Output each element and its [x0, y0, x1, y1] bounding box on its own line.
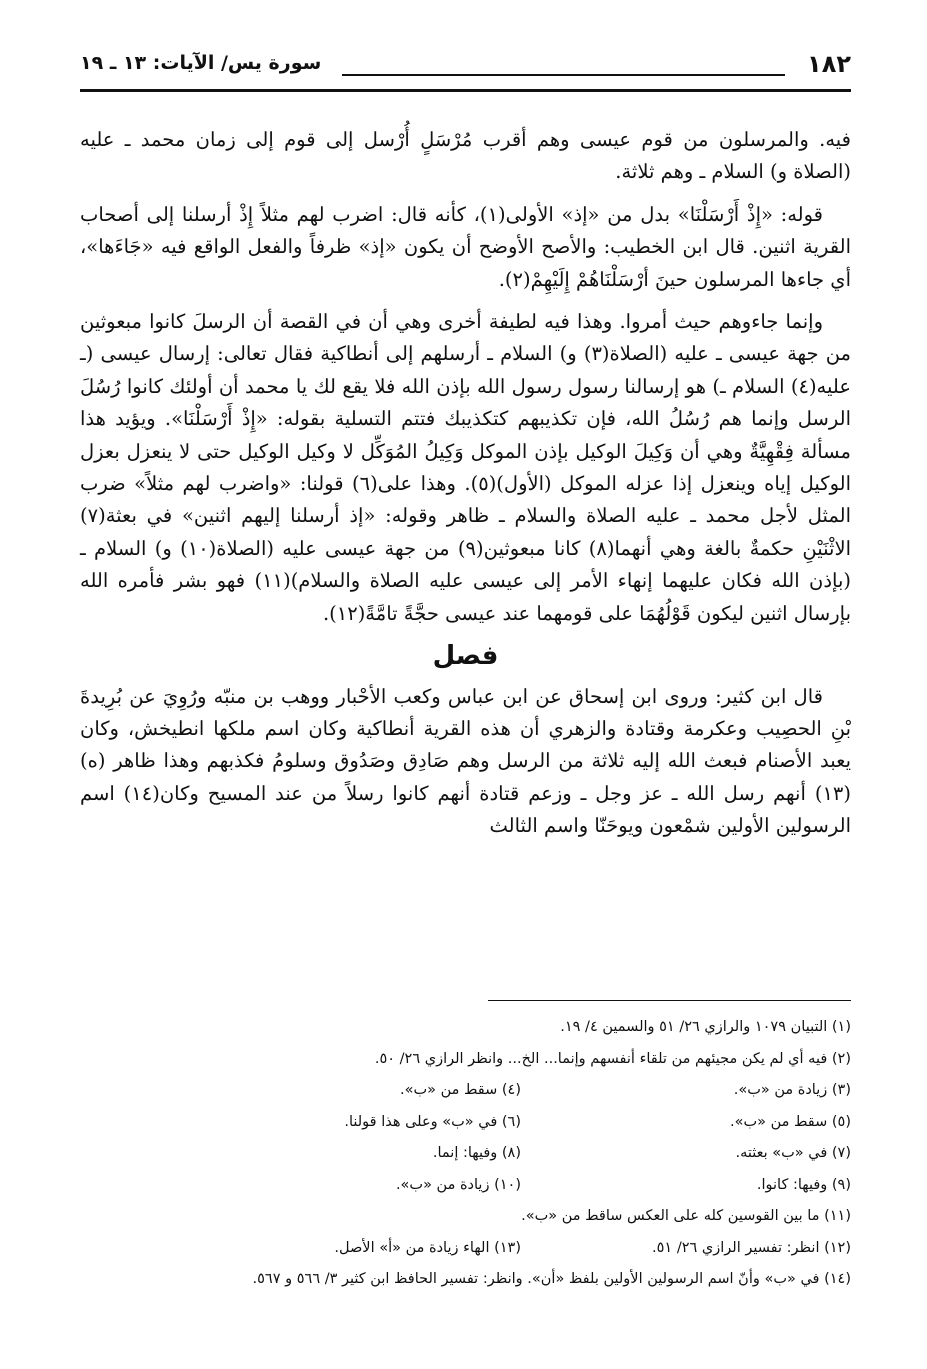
footnote: (١٤) في «ب» وأنّ اسم الرسولين الأولين بلفظ «أن». وانظر: تفسير الحافظ ابن كثير ٣/ ٥٦٦ و ٥٦٧. — [252, 1271, 851, 1287]
page-number: ١٨٢ — [807, 50, 851, 78]
footnote: (٥) سقط من «ب». — [729, 1113, 851, 1130]
section-title: فصل — [432, 641, 499, 672]
footnote: (٢) فيه أي لم يكن مجيئهم من تلقاء أنفسهم وإنما... الخ... وانظر الرازي ٢٦/ ٥٠. — [374, 1050, 851, 1067]
paragraph: وإنما جاءوهم حيث أمروا. وهذا فيه لطيفة أخرى وهي أن في القصة أن الرسلَ كانوا مبعوثين من جهة عيسى ـ عليه (الصلاة(٣) و) السلام ـ أرسلهم إلى أنطاكية فقال تعالى: إرسال عيسى (ـ عليه(٤) السلام ـ) هو إرسالنا رسول رسول الله بإذن الله فلا يقع لك يا محمد أن أولئك كانوا رُسُلَ الرسل وإنما هم رُسُلُ الله، فإن تكذيبهم كتكذيبك فتتم التسلية بقوله: «إِذْ أَرْسَلْنَا». ويؤيد هذا مسألة فِقْهِيَّةٌ وهي أن وَكِيلَ الوكيل بإذن الموكل وَكِيلُ المُوَكِّل لا وكيل الوكيل حتى لا ينعزل بعزل الوكيل إياه وينعزل إذا عزله الموكل (الأول)(٥). وهذا على(٦) قولنا: «واضرب لهم مثلاً» ضرب المثل لأجل محمد ـ عليه الصلاة والسلام ـ ظاهر وقوله: «إذ أرسلنا إليهم اثنين» في بعثة(٧) الاثْنَيْنِ حكمةٌ بالغة وهي أنهما(٨) كانا مبعوثين(٩) من جهة عيسى عليه (الصلاة(١٠) و) السلام ـ (بإذن الله فكان عليهما إنهاء الأمر إلى عيسى عليه الصلاة والسلام)(١١) فهو بشر فأمره الله بإرسال اثنين ليكون قَوْلُهُمَا على قومهما عند عيسى حجَّةً تامَّةً(١٢). — [80, 310, 852, 625]
footnote: (١٢) انظر: تفسير الرازي ٢٦/ ٥١. — [652, 1239, 851, 1256]
header-rule — [80, 89, 851, 92]
footnote: (١١) ما بين القوسين كله على العكس ساقط من «ب». — [521, 1208, 851, 1224]
running-title: سورة يس/ الآيات: ١٣ ـ ١٩ — [80, 52, 322, 74]
footnote: (١٣) الهاء زيادة من «أ» الأصل. — [334, 1239, 521, 1256]
footnote: (٤) سقط من «ب». — [399, 1082, 521, 1098]
paragraph: فيه. والمرسلون من قوم عيسى وهم أقرب مُرْسَلٍ أُرْسل إلى قوم إلى زمان محمد ـ عليه (الصلاة و) السلام ـ وهم ثلاثة. — [80, 128, 851, 184]
footnote-separator — [488, 1000, 851, 1001]
footnotes — [80, 1012, 851, 1296]
footnote: (٧) في «ب» بعثته. — [735, 1145, 851, 1161]
paragraph: قوله: «إِذْ أَرْسَلْنَا» بدل من «إذ» الأولى(١)، كأنه قال: اضرب لهم مثلاً إِذْ أرسلنا إلى أصحاب القرية اثنين. قال ابن الخطيب: والأصح الأوضح أن يكون «إذ» ظرفاً والفعل الواقع فيه «جَاءَها»، أي جاءها المرسلون حينَ أرْسَلْنَاهُمْ إِلَيْهِمْ(٢). — [80, 202, 851, 291]
footnote: (٣) زيادة من «ب». — [733, 1082, 851, 1098]
footnote: (٩) وفيها: كانوا. — [756, 1176, 851, 1193]
footnote: (٨) وفيها: إنما. — [432, 1145, 521, 1161]
footnote: (٦) في «ب» وعلى هذا قولنا. — [344, 1113, 521, 1130]
header-dash-line — [342, 74, 785, 76]
paragraph: قال ابن كثير: وروى ابن إسحاق عن ابن عباس وكعب الأحْبار ووهب بن منبّه ورُوِيَ عن بُرِيدةَ بْنِ الحصِيب وعكرمة وقتادة والزهري أن هذه القرية أنطاكية وكان اسم ملكها انطيخش، وكان يعبد الأصنام فبعث الله إليه ثلاثة من الرسل وهم صَادِق وصَدُوق وسلومُ فكذبهم وهذا ظاهر (ه)(١٣) أنهم رسل الله ـ عز وجل ـ وزعم قتادة أنهم كانوا رسلاً من عند المسيح وكان(١٤) اسم الرسولين الأولين شمْعون ويوحَنّا واسم الثالث — [80, 684, 851, 838]
footnote: (١٠) زيادة من «ب». — [395, 1176, 521, 1193]
page-header — [80, 46, 851, 86]
footnote: (١) التبيان ١٠٧٩ والرازي ٢٦/ ٥١ والسمين ٤/ ١٩. — [560, 1019, 851, 1035]
main-text — [80, 124, 851, 853]
